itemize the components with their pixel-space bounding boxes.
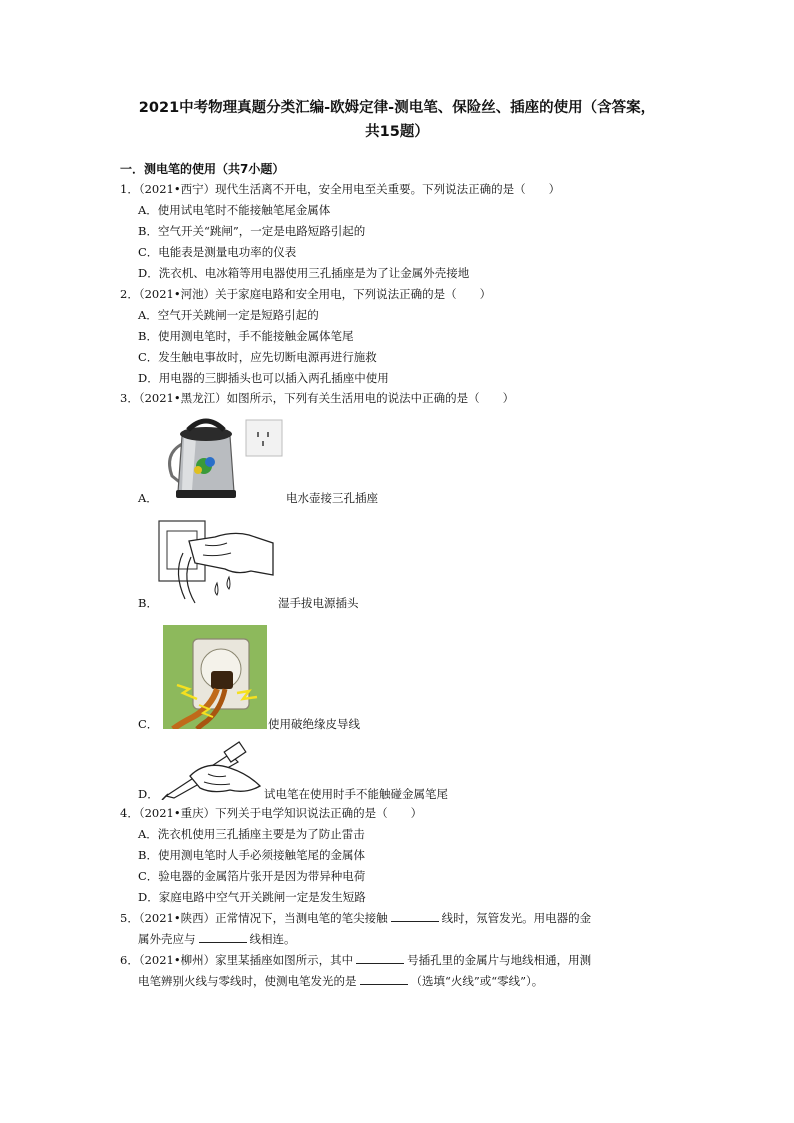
plug-head: [211, 671, 233, 689]
question-6-blank-1[interactable]: [356, 952, 404, 964]
kettle-logo-blue: [205, 457, 215, 467]
question-3-option-a-text: 电水壶接三孔插座: [286, 491, 378, 505]
section-heading: 一．测电笔的使用（共7小题）: [120, 162, 285, 176]
pen-tip: [162, 794, 168, 800]
kettle-base: [176, 490, 236, 498]
wet-hand-plug-image: [155, 513, 275, 605]
question-2-option-a: A．空气开关跳闸一定是短路引起的: [138, 308, 319, 322]
question-6-blank-2[interactable]: [360, 973, 408, 985]
question-3-option-c-text: 使用破绝缘皮导线: [268, 717, 360, 731]
question-3-option-b-letter: B．: [138, 596, 158, 610]
question-6-text-2: 号插孔里的金属片与地线相通，用测: [407, 953, 592, 967]
question-5-line-2: [138, 931, 296, 947]
question-2-option-c: C．发生触电事故时，应先切断电源再进行施救: [138, 350, 377, 364]
socket-hole-right: [267, 432, 269, 437]
question-6-line-2: [138, 973, 543, 989]
question-4-option-c: C．验电器的金属箔片张开是因为带异种电荷: [138, 869, 366, 883]
question-6-line-1: [120, 952, 591, 968]
question-1-option-d: D．洗衣机、电冰箱等用电器使用三孔插座是为了让金属外壳接地: [138, 266, 470, 280]
question-2-option-b: B．使用测电笔时，手不能接触金属体笔尾: [138, 329, 354, 343]
question-5-line-1: [120, 910, 591, 926]
question-5-text-4: 线相连。: [249, 932, 296, 946]
question-3-option-c-letter: C．: [138, 717, 159, 731]
question-1-option-c: C．电能表是测量电功率的仪表: [138, 245, 297, 259]
question-3-option-b-text: 湿手拔电源插头: [278, 596, 359, 610]
water-drop-1: [227, 577, 230, 589]
question-5-text-3: 属外壳应与: [138, 932, 196, 946]
question-5-blank-2[interactable]: [199, 931, 247, 943]
question-6-text-3: 电笔辨别火线与零线时，使测电笔发光的是: [138, 974, 357, 988]
question-5-text-1: 5．（2021•陕西）正常情况下，当测电笔的笔尖接触: [120, 911, 388, 925]
title-line-2: 共15题）: [365, 124, 429, 140]
question-4-option-b: B．使用测电笔时人手必须接触笔尾的金属体: [138, 848, 365, 862]
question-1-option-b: B．空气开关“跳闸”，一定是电路短路引起的: [138, 224, 366, 238]
title-line-1: 2021中考物理真题分类汇编-欧姆定律-测电笔、保险丝、插座的使用（含答案，: [138, 100, 656, 116]
question-3-option-a-letter: A．: [138, 491, 158, 505]
question-3-option-d-text: 试电笔在使用时手不能触碰金属笔尾: [264, 787, 448, 801]
question-6-text-1: 6．（2021•柳州）家里某插座如图所示，其中: [120, 953, 354, 967]
wall-socket-plate: [246, 420, 282, 456]
hand-holding-pen: [190, 765, 260, 791]
question-4-stem: 4．（2021•重庆）下列关于电学知识说法正确的是（ ）: [120, 806, 423, 820]
damaged-wire-image: [163, 625, 267, 729]
question-4-option-a: A．洗衣机使用三孔插座主要是为了防止雷击: [138, 827, 365, 841]
question-1-stem: 1．（2021•西宁）现代生活离不开电，安全用电至关重要。下列说法正确的是（ ）: [120, 182, 561, 196]
water-drop-2: [215, 583, 218, 595]
kettle-socket-image: [160, 414, 285, 504]
socket-hole-left: [257, 432, 259, 437]
question-3-stem: 3．（2021•黑龙江）如图所示，下列有关生活用电的说法中正确的是（ ）: [120, 391, 515, 405]
page-title: [110, 96, 684, 144]
kettle-logo-yellow: [194, 466, 202, 474]
question-2-stem: 2．（2021•河池）关于家庭电路和安全用电，下列说法正确的是（ ）: [120, 287, 492, 301]
socket-hole-ground: [262, 441, 264, 446]
question-5-text-2: 线时，氖管发光。用电器的金: [441, 911, 592, 925]
question-6-text-4: （选填“火线”或“零线”）。: [410, 974, 544, 988]
test-pen-hand-image: [160, 740, 264, 800]
question-5-blank-1[interactable]: [391, 910, 439, 922]
question-2-option-d: D．用电器的三脚插头也可以插入两孔插座中使用: [138, 371, 389, 385]
question-4-option-d: D．家庭电路中空气开关跳闸一定是发生短路: [138, 890, 366, 904]
question-3-option-d-letter: D．: [138, 787, 159, 801]
question-1-option-a: A．使用试电笔时不能接触笔尾金属体: [138, 203, 331, 217]
